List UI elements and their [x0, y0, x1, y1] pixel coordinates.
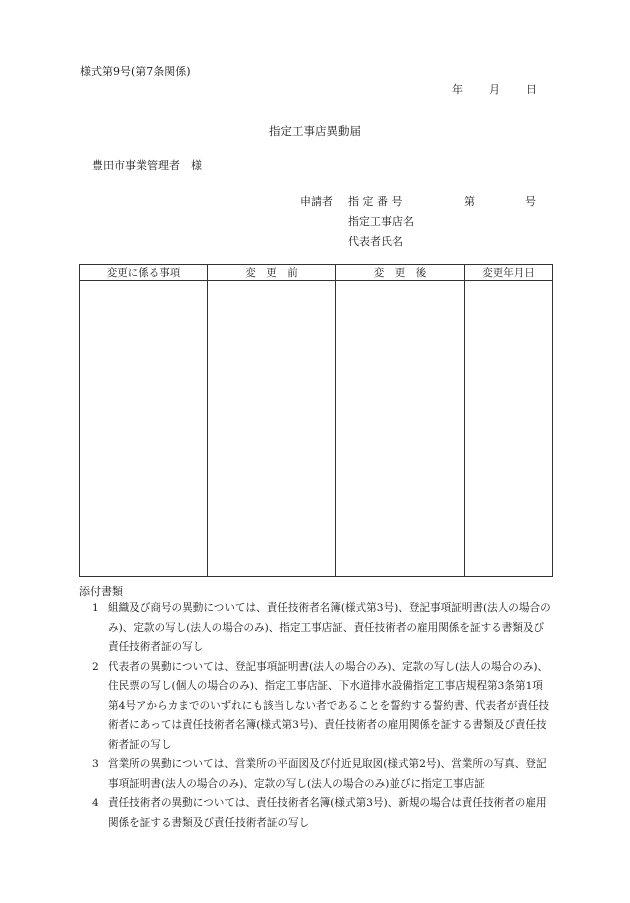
list-item-text: 営業所の異動については、営業所の平面図及び付近見取図(様式第2号)、営業所の写真、登記事項証明書(法人の場合のみ)、定款の写し(法人の場合のみ)並びに指定工事店証	[108, 758, 547, 790]
date-line	[452, 81, 537, 97]
applicant-block	[300, 193, 540, 253]
list-item-number: 1	[92, 602, 99, 614]
form-number: 様式第9号(第7条関係)	[80, 65, 191, 78]
change-table	[79, 264, 553, 577]
list-item	[92, 599, 552, 658]
column-header-before: 変 更 前	[208, 265, 336, 281]
list-item	[92, 658, 552, 756]
column-header-item: 変更に係る事項	[80, 265, 208, 281]
list-item-text: 代表者の異動については、登記事項証明書(法人の場合のみ)、定款の写し(法人の場合のみ)、住民票の写し(個人の場合のみ)、指定工事店証、下水道排水設備指定工事店規程第3条第1項第4号アからカまでのいずれにも該当しない者であることを誓約する誓約書、代表者が責任技術者にあっては責任技術者名簿(様式第3号)、責任技術者の雇用関係を証する書類及び責任技術者証の写し	[108, 660, 550, 751]
list-item-number: 2	[92, 660, 99, 673]
column-header-date: 変更年月日	[465, 265, 553, 281]
page-title: 指定工事店異動届	[269, 124, 361, 138]
attachments-list	[92, 599, 552, 833]
shop-name-label: 指定工事店名	[348, 215, 414, 228]
list-item-number: 4	[92, 797, 99, 809]
list-item-text: 責任技術者の異動については、責任技術者名簿(様式第3号)、新規の場合は責任技術者の雇用関係を証する書類及び責任技術者証の写し	[108, 797, 547, 829]
applicant-representative-row	[300, 233, 540, 253]
designation-number-suffix: 号	[525, 195, 536, 208]
cell-change-date[interactable]	[465, 281, 553, 577]
representative-label: 代表者氏名	[348, 235, 403, 248]
cell-after[interactable]	[336, 281, 465, 577]
addressee: 豊田市事業管理者 様	[92, 159, 202, 172]
attachments-heading: 添付書類	[79, 585, 123, 598]
list-item-number: 3	[92, 758, 99, 770]
applicant-number-row	[300, 193, 540, 213]
date-year-label: 年	[452, 83, 463, 96]
list-item	[92, 755, 552, 794]
date-day-label: 日	[526, 83, 537, 96]
list-item	[92, 794, 552, 833]
designation-number-prefix: 第	[464, 195, 475, 208]
list-item-text: 組織及び商号の異動については、責任技術者名簿(様式第3号)、登記事項証明書(法人の場合のみ)、定款の写し(法人の場合のみ)、指定工事店証、責任技術者の雇用関係を証する書類及び責任技術者証の写し	[108, 602, 551, 653]
applicant-role-label: 申請者	[300, 195, 333, 208]
applicant-shop-row	[300, 213, 540, 233]
cell-changed-item[interactable]	[80, 281, 208, 577]
change-table-row	[80, 281, 553, 577]
date-month-label: 月	[489, 83, 500, 96]
column-header-after: 変 更 後	[336, 265, 465, 281]
designation-number-label: 指 定 番 号	[348, 195, 403, 208]
change-table-header	[80, 265, 553, 281]
cell-before[interactable]	[208, 281, 336, 577]
